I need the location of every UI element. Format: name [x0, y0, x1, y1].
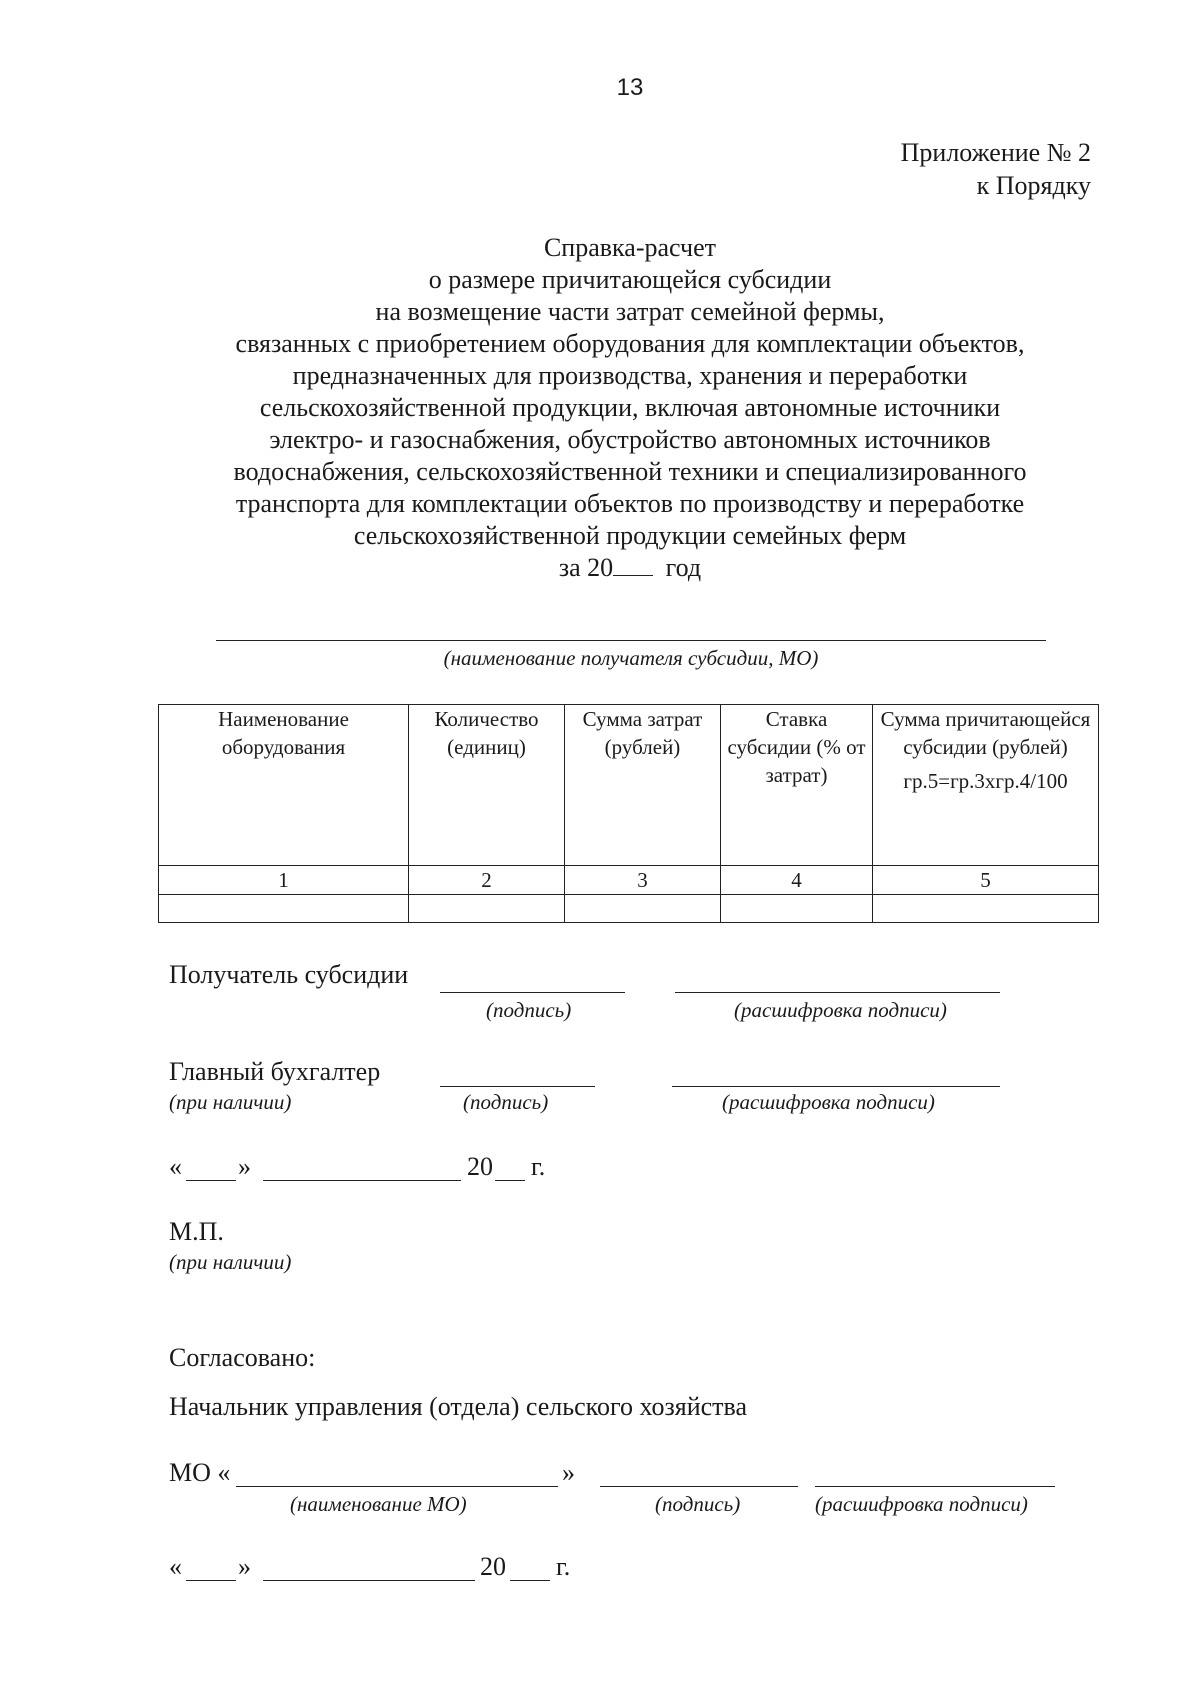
date-year-field[interactable] [495, 1180, 525, 1181]
accountant-decoding-field[interactable] [672, 1086, 1000, 1087]
stamp-place-label: М.П. [169, 1217, 224, 1246]
table-cell[interactable] [721, 895, 873, 923]
title-line: о размере причитающейся субсидии [428, 265, 832, 294]
date-open-quote: « [169, 1152, 182, 1181]
mo-signature-field[interactable] [600, 1486, 798, 1487]
column-number: 1 [159, 866, 409, 895]
title-line: электро- и газоснабжения, обустройство автономных источников [269, 425, 991, 454]
table-cell[interactable] [565, 895, 721, 923]
chief-label: Начальник управления (отдела) сельского хозяйства [169, 1392, 748, 1421]
if-any-caption: (при наличии) [169, 1250, 292, 1274]
mo-suffix: » [562, 1458, 575, 1487]
header-subsidy-sum: Сумма причитающейся субсидии (рублей) гр.5=гр.3хгр.4/100 [873, 705, 1099, 866]
recipient-name-field[interactable] [216, 640, 1046, 641]
date-month-field[interactable] [263, 1180, 461, 1181]
appendix-order: к Порядку [976, 171, 1091, 200]
recipient-label: Получатель субсидии [169, 960, 409, 989]
header-quantity: Количество (единиц) [409, 705, 565, 866]
year-prefix: за 20 [558, 553, 614, 582]
date-g: г. [556, 1552, 571, 1581]
page-number: 13 [616, 74, 644, 101]
date-month-field[interactable] [263, 1580, 475, 1581]
signature-caption: (подпись) [486, 998, 572, 1022]
accountant-signature-field[interactable] [440, 1086, 595, 1087]
date-year: 20 [467, 1152, 493, 1181]
mo-name-field[interactable] [236, 1486, 558, 1487]
date-close-quote: » [238, 1552, 251, 1581]
appendix-number: Приложение № 2 [900, 138, 1091, 167]
column-number: 4 [721, 866, 873, 895]
accountant-label: Главный бухгалтер [169, 1057, 381, 1086]
title-year-line [130, 552, 1130, 584]
date-year: 20 [480, 1552, 506, 1581]
date-year-field[interactable] [510, 1580, 550, 1581]
document-title [130, 232, 1130, 584]
appendix-reference [901, 136, 1091, 202]
recipient-caption: (наименование получателя субсидии, МО) [443, 646, 819, 670]
recipient-decoding-field[interactable] [675, 992, 1000, 993]
table-row [159, 866, 1099, 895]
table-cell[interactable] [409, 895, 565, 923]
mo-decoding-field[interactable] [815, 1486, 1055, 1487]
column-number: 2 [409, 866, 565, 895]
table-cell[interactable] [873, 895, 1099, 923]
date-day-field[interactable] [186, 1180, 236, 1181]
header-cost-sum: Сумма затрат (рублей) [565, 705, 721, 866]
agreed-label: Согласовано: [169, 1343, 316, 1372]
date-open-quote: « [169, 1552, 182, 1581]
title-line: сельскохозяйственной продукции, включая автономные источники [259, 393, 1001, 422]
year-suffix: год [665, 553, 702, 582]
header-formula: гр.5=гр.3хгр.4/100 [903, 769, 1068, 793]
title-line: связанных с приобретением оборудования для комплектации объектов, [235, 329, 1025, 358]
year-blank[interactable] [613, 553, 653, 576]
mo-caption: (наименование МО) [290, 1492, 467, 1516]
date-day-field[interactable] [186, 1580, 236, 1581]
date-g: г. [531, 1152, 546, 1181]
title-line: транспорта для комплектации объектов по производству и переработке [235, 489, 1025, 518]
table-row [159, 895, 1099, 923]
title-line: на возмещение части затрат семейной фермы, [375, 297, 885, 326]
decoding-caption: (расшифровка подписи) [722, 1090, 935, 1114]
title-line: сельскохозяйственной продукции семейных ферм [353, 521, 907, 550]
header-equipment-name: Наименование оборудования [159, 705, 409, 866]
table-header-row [159, 705, 1099, 866]
signature-caption: (подпись) [463, 1090, 549, 1114]
recipient-signature-field[interactable] [440, 992, 625, 993]
subsidy-table [158, 704, 1099, 923]
column-number: 3 [565, 866, 721, 895]
decoding-caption: (расшифровка подписи) [815, 1492, 1028, 1516]
title-line: предназначенных для производства, хранения и переработки [292, 361, 968, 390]
signature-caption: (подпись) [655, 1492, 741, 1516]
column-number: 5 [873, 866, 1099, 895]
if-any-caption: (при наличии) [169, 1090, 292, 1114]
date-close-quote: » [238, 1152, 251, 1181]
title-line: водоснабжения, сельскохозяйственной техники и специализированного [233, 457, 1027, 486]
decoding-caption: (расшифровка подписи) [734, 998, 947, 1022]
table-cell[interactable] [159, 895, 409, 923]
title-line: Справка-расчет [543, 233, 717, 262]
mo-prefix: МО « [169, 1458, 231, 1487]
header-subsidy-rate: Ставка субсидии (% от затрат) [721, 705, 873, 866]
